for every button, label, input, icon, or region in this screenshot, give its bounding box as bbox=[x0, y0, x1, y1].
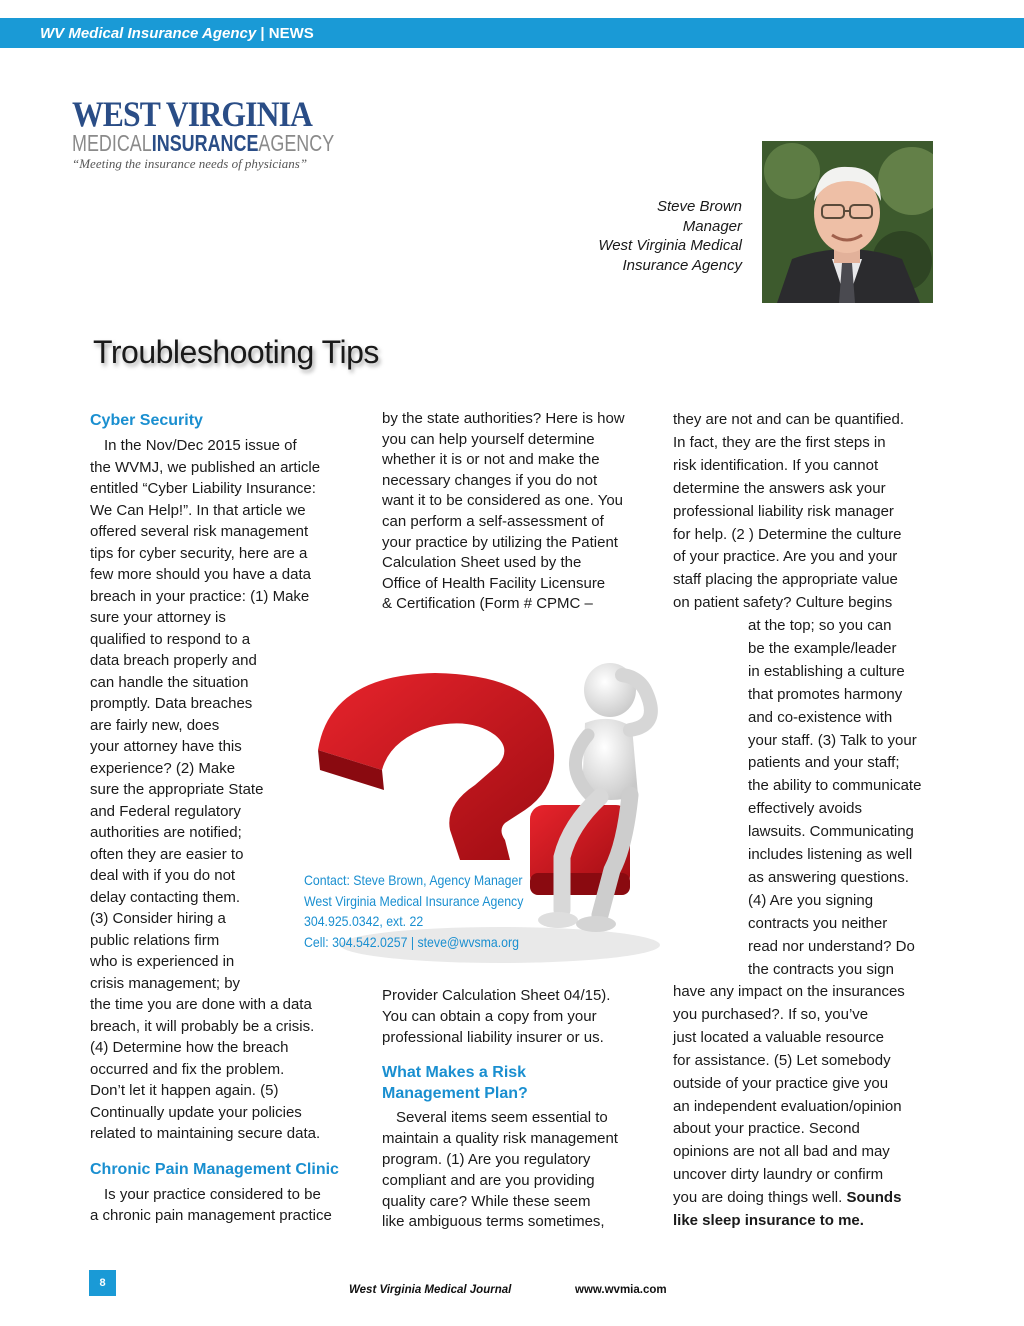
text-line: by the state authorities? Here is how bbox=[382, 410, 625, 427]
column-3-wrap bbox=[748, 615, 948, 982]
text-line: includes listening as well bbox=[748, 846, 913, 864]
text-line: data breach properly and bbox=[90, 652, 257, 669]
heading-risk-plan-line2: Management Plan? bbox=[382, 1085, 528, 1103]
header-bar bbox=[0, 18, 1024, 48]
author-name: Steve Brown bbox=[656, 198, 742, 215]
text-line: of your practice. Are you and your bbox=[673, 548, 898, 566]
text-line: You can obtain a copy from your bbox=[382, 1007, 597, 1025]
text-line: In the Nov/Dec 2015 issue of bbox=[104, 437, 297, 454]
text-line: We Can Help!”. In that article we bbox=[90, 501, 306, 519]
text-line: Office of Health Facility Licensure bbox=[382, 574, 606, 592]
text-line: for help. (2 ) Determine the culture bbox=[673, 525, 902, 543]
text-line: you are doing things well. Sounds bbox=[673, 1189, 902, 1207]
text-line: as answering questions. bbox=[748, 868, 909, 886]
contact-phone: 304.925.0342, ext. 22 bbox=[304, 913, 424, 929]
contact-agency: West Virginia Medical Insurance Agency bbox=[304, 892, 524, 909]
text-line: (3) Consider hiring a bbox=[90, 910, 226, 927]
text-line: program. (1) Are you regulatory bbox=[382, 1150, 591, 1168]
author-photo bbox=[762, 141, 933, 303]
text-line: you purchased?. If so, you’ve bbox=[673, 1005, 869, 1023]
text-line: for assistance. (5) Let somebody bbox=[673, 1051, 891, 1069]
text-line: delay contacting them. bbox=[90, 888, 241, 906]
author-role: Manager bbox=[682, 217, 742, 235]
text-line: uncover dirty laundry or confirm bbox=[673, 1166, 884, 1184]
text-line: are fairly new, does bbox=[90, 716, 220, 734]
text-line: can perform a self-assessment of bbox=[382, 512, 604, 530]
text-line: read nor understand? Do bbox=[748, 937, 915, 955]
text-line: public relations firm bbox=[90, 931, 220, 949]
contact-name: Contact: Steve Brown, Agency Manager bbox=[304, 872, 523, 888]
column-3-bottom bbox=[673, 981, 943, 1233]
header-text: WV Medical Insurance Agency | NEWS bbox=[40, 25, 314, 42]
text-line: the time you are done with a data bbox=[90, 996, 312, 1013]
text-line: promptly. Data breaches bbox=[90, 695, 253, 712]
text-line: want it to be considered as one. You bbox=[382, 492, 624, 510]
text-line: breach, it will probably be a crisis. bbox=[90, 1017, 315, 1035]
text-line: effectively avoids bbox=[748, 800, 862, 818]
text-line: be the example/leader bbox=[748, 639, 897, 657]
text-line: just located a valuable resource bbox=[673, 1028, 884, 1046]
text-line: contracts you neither bbox=[748, 914, 888, 932]
column-2-top bbox=[382, 409, 652, 615]
text-line: on patient safety? Culture begins bbox=[673, 594, 893, 612]
footer-journal: West Virginia Medical Journal bbox=[349, 1284, 512, 1296]
text-line: Continually update your policies bbox=[90, 1103, 302, 1121]
text-line: tips for cyber security, here are a bbox=[90, 544, 308, 562]
text-line: authorities are notified; bbox=[90, 824, 242, 841]
text-line: experience? (2) Make bbox=[90, 759, 236, 777]
text-line: you can help yourself determine bbox=[382, 430, 595, 448]
text-line: that promotes harmony bbox=[748, 685, 903, 703]
text-line: risk identification. If you cannot bbox=[673, 456, 879, 474]
text-line: crisis management; by bbox=[90, 974, 241, 992]
text-line: at the top; so you can bbox=[748, 617, 892, 634]
text-line: entitled “Cyber Liability Insurance: bbox=[90, 480, 316, 497]
heading-chronic-pain: Chronic Pain Management Clinic bbox=[90, 1160, 339, 1178]
page-number: 8 bbox=[89, 1270, 116, 1296]
text-line: occurred and fix the problem. bbox=[90, 1060, 285, 1078]
text-line: quality care? While these seem bbox=[382, 1192, 591, 1210]
text-line: opinions are not all bad and may bbox=[673, 1143, 890, 1161]
text-line: related to maintaining secure data. bbox=[90, 1125, 321, 1142]
agency-logo bbox=[72, 94, 335, 172]
article-title: Troubleshooting Tips bbox=[93, 334, 379, 370]
text-line: whether it is or not and make the bbox=[382, 451, 600, 469]
text-line: who is experienced in bbox=[90, 953, 235, 970]
column-3-top bbox=[673, 409, 943, 615]
text-line: can handle the situation bbox=[90, 673, 249, 691]
footer-url: www.wvmia.com bbox=[575, 1284, 667, 1296]
text-line: your attorney have this bbox=[90, 738, 242, 755]
text-line: compliant and are you providing bbox=[382, 1171, 595, 1189]
text-line: the contracts you sign bbox=[748, 960, 894, 978]
text-line: Is your practice considered to be bbox=[104, 1185, 321, 1203]
text-line: staff placing the appropriate value bbox=[673, 571, 898, 589]
text-line: few more should you have a data bbox=[90, 566, 311, 583]
text-line: Provider Calculation Sheet 04/15). bbox=[382, 987, 611, 1004]
text-line: they are not and can be quantified. bbox=[673, 411, 905, 428]
text-line: maintain a quality risk management bbox=[382, 1130, 618, 1148]
text-line: & Certification (Form # CPMC – bbox=[382, 595, 593, 613]
text-line: and co-existence with bbox=[748, 708, 893, 726]
text-line: sure the appropriate State bbox=[90, 781, 264, 798]
text-line: lawsuits. Communicating bbox=[748, 823, 914, 841]
text-line: (4) Determine how the breach bbox=[90, 1039, 289, 1056]
text-line: like ambiguous terms sometimes, bbox=[382, 1213, 605, 1231]
contact-cell-email: Cell: 304.542.0257 | steve@wvsma.org bbox=[304, 933, 519, 950]
text-line: In fact, they are the first steps in bbox=[673, 433, 886, 451]
text-line: about your practice. Second bbox=[673, 1120, 860, 1138]
text-line: a chronic pain management practice bbox=[90, 1207, 332, 1224]
text-line: in establishing a culture bbox=[748, 662, 905, 680]
heading-cyber-security: Cyber Security bbox=[90, 412, 203, 429]
text-line: Calculation Sheet used by the bbox=[382, 554, 582, 572]
text-line: determine the answers ask your bbox=[673, 479, 886, 497]
text-line: offered several risk management bbox=[90, 523, 309, 540]
text-line: the ability to communicate bbox=[748, 777, 922, 795]
text-line: breach in your practice: (1) Make bbox=[90, 587, 310, 605]
author-org-line2: Insurance Agency bbox=[622, 256, 742, 274]
logo-title: WEST VIRGINIA bbox=[72, 94, 313, 134]
text-line: your staff. (3) Talk to your bbox=[748, 731, 917, 749]
text-line: outside of your practice give you bbox=[673, 1074, 889, 1092]
author-org-line1: West Virginia Medical bbox=[598, 237, 742, 254]
text-line: necessary changes if you do not bbox=[382, 471, 598, 489]
logo-subtitle: MEDICALINSURANCEAGENCY bbox=[72, 130, 335, 156]
text-line: an independent evaluation/opinion bbox=[673, 1097, 902, 1115]
column-2-bottom bbox=[382, 986, 652, 1233]
text-line: deal with if you do not bbox=[90, 867, 236, 884]
text-line: and Federal regulatory bbox=[90, 802, 241, 820]
closing-line: like sleep insurance to me. bbox=[673, 1212, 864, 1230]
contact-block bbox=[304, 870, 523, 952]
author-portrait-illustration bbox=[762, 141, 933, 303]
text-line: Don’t let it happen again. (5) bbox=[90, 1082, 279, 1099]
heading-risk-plan-line1: What Makes a Risk bbox=[382, 1064, 527, 1082]
text-line: patients and your staff; bbox=[748, 754, 900, 772]
author-caption bbox=[598, 197, 742, 275]
text-line: professional liability risk manager bbox=[673, 502, 894, 520]
text-line: qualified to respond to a bbox=[90, 630, 251, 648]
text-line: sure your attorney is bbox=[90, 609, 226, 626]
text-line: Several items seem essential to bbox=[396, 1109, 608, 1127]
logo-tagline: “Meeting the insurance needs of physicians” bbox=[72, 156, 308, 171]
text-line: have any impact on the insurances bbox=[673, 983, 905, 1000]
text-line: the WVMJ, we published an article bbox=[90, 458, 321, 476]
text-line: professional liability insurer or us. bbox=[382, 1028, 604, 1046]
text-line: often they are easier to bbox=[90, 845, 244, 863]
text-line: your practice by utilizing the Patient bbox=[382, 533, 618, 551]
text-line: (4) Are you signing bbox=[748, 891, 874, 909]
